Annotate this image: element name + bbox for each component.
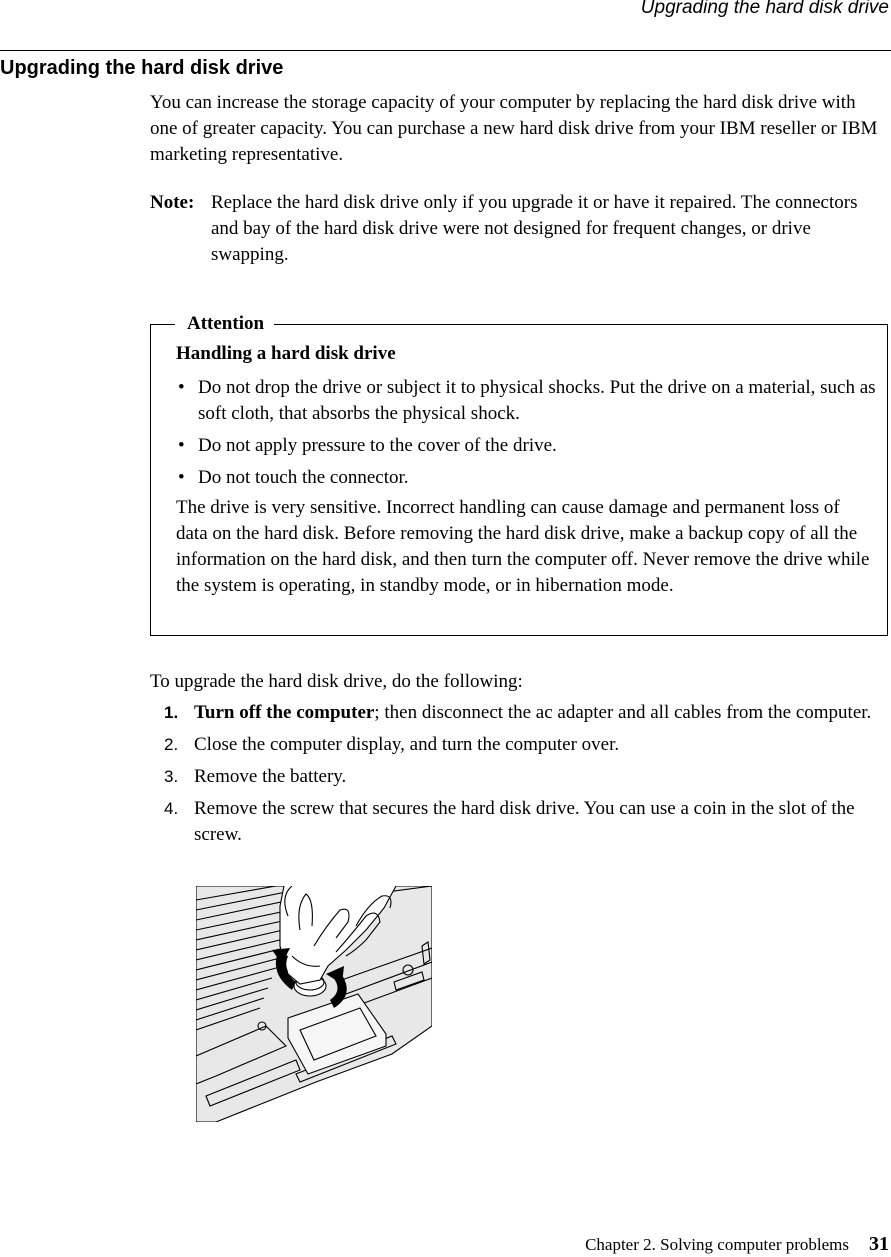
attention-heading: Handling a hard disk drive: [176, 343, 396, 364]
bullet-icon: •: [178, 377, 185, 398]
chapter-label: Chapter 2. Solving computer problems: [585, 1235, 849, 1254]
step-text: Close the computer display, and turn the computer over.: [194, 734, 620, 755]
bullet-icon: •: [178, 467, 185, 488]
section-title: Upgrading the hard disk drive: [0, 57, 284, 79]
note-text: Replace the hard disk drive only if you upgrade it or have it repaired. The connectors and bay of the hard disk drive were not designed for frequent changes, or drive swapping.: [211, 192, 858, 265]
step-item: [150, 796, 885, 848]
bullet-text: Do not drop the drive or subject it to physical shocks. Put the drive on a material, such as soft cloth, that absorbs the physical shock.: [198, 377, 876, 424]
bullet-text: Do not apply pressure to the cover of the drive.: [198, 435, 557, 456]
bullet-item: [176, 433, 876, 459]
attention-label: Attention: [175, 313, 274, 335]
step-number: 2.: [164, 735, 179, 754]
note-label: Note:: [150, 192, 195, 213]
hard-disk-screw-removal-illustration: [196, 886, 432, 1122]
attention-box: [150, 313, 888, 636]
bullet-text: Do not touch the connector.: [198, 467, 409, 488]
page-number: 31: [869, 1233, 889, 1255]
step-number: 1.: [164, 703, 179, 722]
step-item: [150, 764, 885, 790]
step-number: 4.: [164, 799, 179, 818]
page-footer: [585, 1233, 889, 1256]
step-bold-text: Turn off the computer: [194, 702, 375, 723]
procedure-steps: [150, 700, 885, 854]
intro-paragraph: You can increase the storage capacity of your computer by replacing the hard disk drive with one of greater capacity. You can purchase a new hard disk drive from your IBM reseller or IBM marketing representative.: [150, 92, 878, 165]
note: [150, 190, 885, 268]
procedure-intro: To upgrade the hard disk drive, do the following:: [150, 671, 523, 692]
bullet-item: [176, 375, 876, 427]
attention-bullets: [176, 375, 876, 497]
step-text: ; then disconnect the ac adapter and all cables from the computer.: [374, 702, 872, 723]
attention-body: The drive is very sensitive. Incorrect handling can cause damage and permanent loss of data on the hard disk. Before removing the hard disk drive, make a backup copy of all the information on the hard disk, and then turn the computer off. Never remove the drive while the system is operating, in standby mode, or in hibernation mode.: [176, 497, 870, 596]
step-item: [150, 732, 885, 758]
running-header: Upgrading the hard disk drive: [640, 0, 889, 18]
step-text: Remove the screw that secures the hard disk drive. You can use a coin in the slot of the screw.: [194, 798, 855, 845]
step-item: [150, 700, 885, 726]
header-rule: [0, 50, 891, 51]
bullet-icon: •: [178, 435, 185, 456]
step-text: Remove the battery.: [194, 766, 347, 787]
bullet-item: [176, 465, 876, 491]
step-number: 3.: [164, 767, 179, 786]
